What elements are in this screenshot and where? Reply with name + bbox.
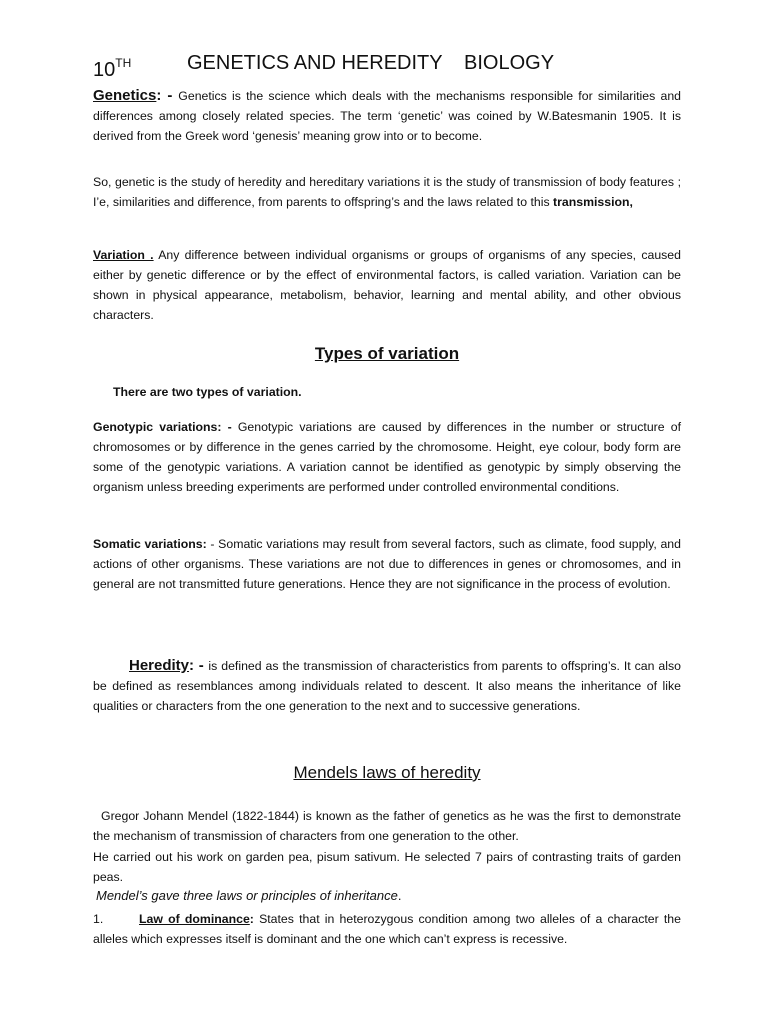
- grade-label: [93, 56, 132, 81]
- variation-paragraph: [93, 245, 681, 325]
- mendel-laws-heading: Mendels laws of heredity: [293, 763, 481, 782]
- law-of-dominance-text: States that in heterozygous condition among two alleles of a character the alleles which expresses itself is dominant and the one which can’t express is recessive.: [93, 912, 681, 946]
- genetics-sep: : -: [156, 87, 179, 104]
- two-types-line: There are two types of variation.: [113, 385, 302, 399]
- somatic-text: - Somatic variations may result from several factors, such as climate, food supply, and actions of other organisms. These variations are not due to differences in genes or chromosomes, and in general are not transmitted future generations. Hence they are not significance in the process of evolution.: [93, 537, 681, 591]
- somatic-term: Somatic variations:: [93, 537, 207, 551]
- heredity-term: Heredity: [129, 657, 190, 674]
- mendel-paragraph-3: [96, 886, 684, 906]
- page-header: [93, 50, 555, 83]
- variation-text: Any difference between individual organisms or groups of organisms of any species, caused either by genetic difference or by the effect of environmental factors, is called variation. Variation can be shown in physical appearance, metabolism, behavior, learning and mental ability, and other obvious characters.: [93, 248, 681, 322]
- mendel-laws-intro-end: .: [397, 888, 402, 903]
- genetics-term: Genetics: [93, 87, 157, 104]
- heredity-paragraph: [93, 656, 681, 716]
- law-number: 1.: [93, 912, 104, 926]
- variation-term: Variation .: [93, 248, 154, 262]
- heredity-text: is defined as the transmission of characteristics from parents to offspring’s. It can also be defined as resemblances among individuals related to descent. It also means the inheritance of like qualities or characters from the one generation to the next and to successive generations.: [93, 659, 681, 713]
- genetics-paragraph: [93, 86, 681, 146]
- grade-superscript: TH: [115, 56, 132, 70]
- mendel-laws-intro: Mendel’s gave three laws or principles of inheritance: [96, 888, 398, 903]
- genetic-study-tail: transmission,: [553, 195, 633, 209]
- genotypic-paragraph: [93, 417, 681, 497]
- law-of-dominance-term: Law of dominance: [139, 912, 250, 926]
- grade-number: 10: [93, 59, 116, 81]
- heredity-sep: : -: [189, 657, 209, 674]
- mendel-paragraph-1: Gregor Johann Mendel (1822-1844) is known as the father of genetics as he was the first to demonstrate the mechanism of transmission of characters from one generation to the other.: [93, 809, 681, 843]
- somatic-paragraph: [93, 534, 681, 594]
- law-colon: :: [249, 912, 254, 926]
- mendel-paragraph-2: He carried out his work on garden pea, pisum sativum. He selected 7 pairs of contrasting traits of garden peas.: [93, 850, 681, 884]
- genetic-study-text: So, genetic is the study of heredity and hereditary variations it is the study of transmission of body features ; I’e, similarities and difference, from parents to offspring’s and the laws related to this: [93, 175, 681, 209]
- genetics-text: Genetics is the science which deals with the mechanisms responsible for similarities and differences among closely related species. The term ‘genetic’ was coined by W.Batesmanin 1905. It is derived from the Greek word ‘genesis’ meaning grow into or to become.: [93, 89, 681, 143]
- genotypic-term: Genotypic variations: -: [93, 420, 232, 434]
- subject-label: BIOLOGY: [464, 52, 555, 74]
- genetic-study-paragraph: [93, 172, 681, 212]
- genotypic-text: Genotypic variations are caused by differences in the number or structure of chromosomes or by difference in the genes carried by the chromosome. Height, eye colour, body form are some of the genotypic variations. A variation cannot be identified as genotypic by simply observing the organism unless breeding experiments are performed under controlled environmental conditions.: [93, 420, 682, 494]
- document-title: GENETICS AND HEREDITY: [187, 52, 443, 74]
- types-of-variation-heading: Types of variation: [314, 344, 460, 363]
- law-of-dominance-paragraph: [93, 909, 681, 949]
